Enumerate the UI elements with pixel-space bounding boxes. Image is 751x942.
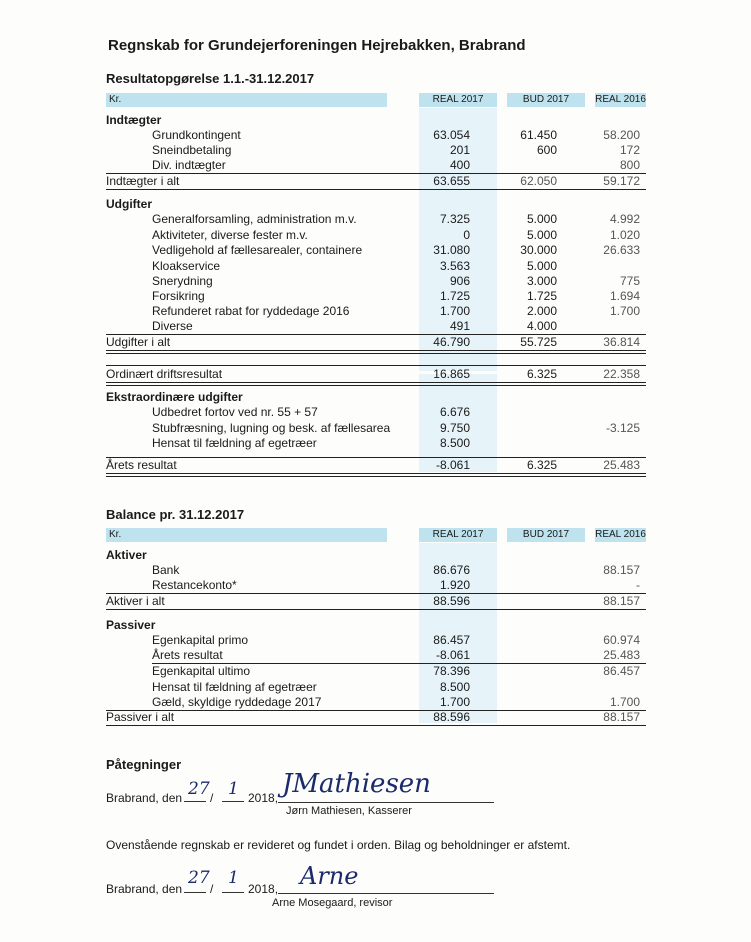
rule xyxy=(106,189,646,190)
month-underline xyxy=(222,801,244,802)
place-date-label: Brabrand, den xyxy=(106,791,183,805)
year-result-row: Årets resultat -8.061 6.325 25.483 xyxy=(106,458,640,472)
handwritten-day: 27 xyxy=(188,779,210,799)
year-label: 2018, xyxy=(248,791,279,805)
signature-underline-2 xyxy=(278,893,494,894)
signature-line-1 xyxy=(106,791,182,805)
expense-group-label: Udgifter xyxy=(106,197,152,211)
place-date-label: Brabrand, den xyxy=(106,882,183,896)
signature-scribble-1: JMathiesen xyxy=(282,769,431,799)
year-label: 2018, xyxy=(248,882,279,896)
double-rule xyxy=(106,473,646,477)
expense-row: Aktiviteter, diverse fester m.v. 0 5.000 1.020 xyxy=(152,228,640,242)
expense-row: Vedligehold af fællesarealer, containere 31.080 30.000 26.633 xyxy=(152,243,640,257)
result-section-title: Resultatopgørelse 1.1.-31.12.2017 xyxy=(106,71,315,86)
extra-row: Udbedret fortov ved nr. 55 + 57 6.676 xyxy=(152,405,470,419)
asset-row: Bank 86.676 88.157 xyxy=(152,563,640,577)
income-row: Div. indtægter 400 800 xyxy=(152,158,640,172)
header-real-2017: REAL 2017 xyxy=(419,93,497,107)
document-title: Regnskab for Grundejerforeningen Hejrebakken, Brabrand xyxy=(108,37,526,54)
signature-underline-1 xyxy=(278,802,494,803)
double-rule xyxy=(106,350,646,354)
header-real-2016: REAL 2016 xyxy=(595,94,646,105)
handwritten-day: 27 xyxy=(188,868,210,888)
handwritten-month: 1 xyxy=(228,779,239,799)
rule xyxy=(106,609,646,610)
asset-row: Restancekonto* 1.920 - xyxy=(152,578,640,592)
expense-row: Forsikring 1.725 1.725 1.694 xyxy=(152,289,640,303)
signer-name-2: Arne Mosegaard, revisor xyxy=(272,897,393,909)
double-rule xyxy=(106,382,646,386)
expense-row: Generalforsamling, administration m.v. 7.325 5.000 4.992 xyxy=(152,212,640,226)
extra-group-label: Ekstraordinære udgifter xyxy=(106,390,243,404)
expense-row: Snerydning 906 3.000 775 xyxy=(152,274,640,288)
month-underline xyxy=(222,892,244,893)
expense-row: Refunderet rabat for ryddedage 2016 1.700 2.000 1.700 xyxy=(152,304,640,318)
header-bud-2017: BUD 2017 xyxy=(507,528,585,542)
day-underline xyxy=(184,801,206,802)
liability-row: Årets resultat -8.061 25.483 xyxy=(152,648,640,662)
audit-statement: Ovenstående regnskab er revideret og fundet i orden. Bilag og beholdninger er afstemt. xyxy=(106,838,571,852)
endorsements-title: Påtegninger xyxy=(106,757,182,772)
liability-row: Hensat til fældning af egetræer 8.500 xyxy=(152,680,470,694)
liability-row: Egenkapital ultimo 78.396 86.457 xyxy=(152,664,640,678)
header-kr: Kr. xyxy=(106,528,387,542)
signer-name-1: Jørn Mathiesen, Kasserer xyxy=(286,805,412,817)
income-row: Sneindbetaling 201 600 172 xyxy=(152,143,640,157)
slash: / xyxy=(210,882,214,896)
rule xyxy=(106,725,646,726)
slash: / xyxy=(210,791,214,805)
operating-result-row: Ordinært driftsresultat 16.865 6.325 22.358 xyxy=(106,367,640,381)
assets-total-row: Aktiver i alt 88.596 88.157 xyxy=(106,594,640,608)
day-underline xyxy=(184,892,206,893)
header-real-2017: REAL 2017 xyxy=(419,528,497,542)
handwritten-month: 1 xyxy=(228,868,239,888)
result-header-row xyxy=(106,93,646,107)
expense-row: Diverse 491 4.000 xyxy=(152,319,557,333)
header-real-2016: REAL 2016 xyxy=(595,529,646,540)
liability-row: Gæld, skyldige ryddedage 2017 1.700 1.700 xyxy=(152,695,640,709)
signature-line-2 xyxy=(106,882,182,896)
income-group-label: Indtægter xyxy=(106,113,162,127)
extra-row: Hensat til fældning af egetræer 8.500 xyxy=(152,436,470,450)
expense-total-row: Udgifter i alt 46.790 55.725 36.814 xyxy=(106,335,640,349)
balance-section-title: Balance pr. 31.12.2017 xyxy=(106,507,245,522)
signature-scribble-2: Arne xyxy=(300,862,359,890)
rule xyxy=(106,365,646,366)
liabilities-total-row: Passiver i alt 88.596 88.157 xyxy=(106,710,640,724)
liability-row: Egenkapital primo 86.457 60.974 xyxy=(152,633,640,647)
header-bud-2017: BUD 2017 xyxy=(507,93,585,107)
income-row: Grundkontingent 63.054 61.450 58.200 xyxy=(152,128,640,142)
assets-group-label: Aktiver xyxy=(106,548,147,562)
balance-header-row xyxy=(106,528,646,542)
income-total-row: Indtægter i alt 63.655 62.050 59.172 xyxy=(106,174,640,188)
extra-row: Stubfræsning, lugning og besk. af fællesarea 9.750 -3.125 xyxy=(152,421,640,435)
header-kr: Kr. xyxy=(106,93,387,107)
expense-row: Kloakservice 3.563 5.000 xyxy=(152,259,557,273)
liabilities-group-label: Passiver xyxy=(106,618,156,632)
